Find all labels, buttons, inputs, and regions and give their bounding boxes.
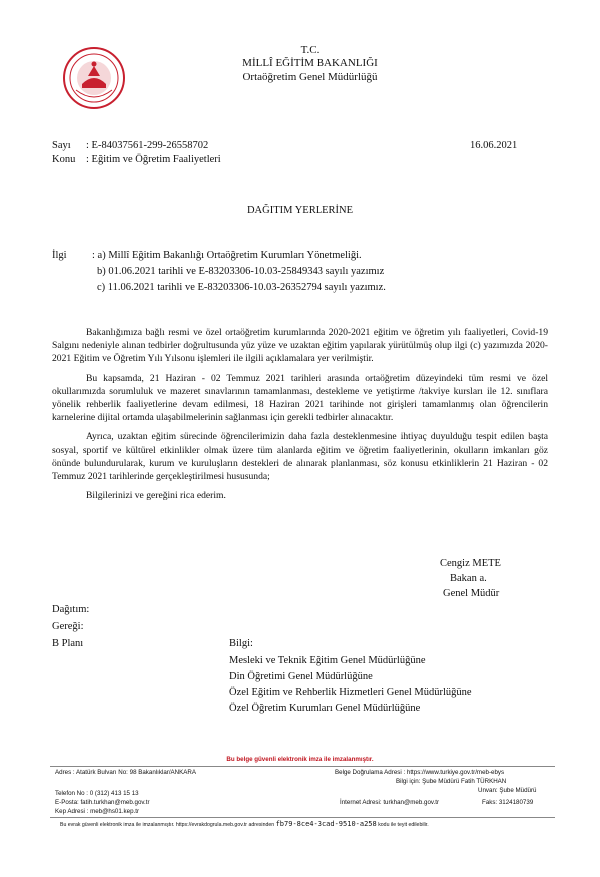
- footer-contact-title: Unvan: Şube Müdürü: [478, 787, 537, 794]
- footer-contact-person: Bilgi için: Şube Müdürü Fatih TÜRKHAN: [396, 778, 507, 785]
- verification-code: fb79-8ce4-3cad-9510-a258: [275, 820, 377, 828]
- header-ministry: MİLLÎ EĞİTİM BAKANLIĞI: [242, 57, 378, 69]
- letter-body: [52, 326, 548, 508]
- bilgi-item: Özel Öğretim Kurumları Genel Müdürlüğüne: [229, 703, 421, 714]
- plan-label: B Planı: [52, 638, 84, 649]
- footer-phone: Telefon No : 0 (312) 413 15 13: [55, 790, 139, 797]
- footer-verification-address[interactable]: Belge Doğrulama Adresi : https://www.turkiye.gov.tr/meb-ebys: [335, 769, 505, 776]
- signatory-name: Cengiz METE: [440, 558, 501, 569]
- footer-kep[interactable]: Kep Adresi : meb@hs01.kep.tr: [55, 808, 140, 815]
- recipient-heading: DAĞITIM YERLERİNE: [246, 205, 354, 216]
- sayi-value: : E-84037561-299-26558702: [86, 140, 209, 151]
- ilgi-item-a: : a) Millî Eğitim Bakanlığı Ortaöğretim Kurumları Yönetmeliği.: [92, 250, 362, 261]
- ilgi-label: İlgi: [52, 250, 67, 261]
- geregi-label: Gereği:: [52, 621, 84, 632]
- body-paragraph-1: Bakanlığımıza bağlı resmi ve özel ortaöğretim kurumlarında 2020-2021 eğitim ve öğretim yılı faaliyetleri, Covid-19 Salgını nedeniyle alınan tedbirler doğrultusunda yüz yüze ve uzaktan eğitim yapılarak yürütülmüş olup ilgi (c) yazımızda 2020-2021 Eğitim ve Öğretim Yılı Yılsonu işlemleri ile ilgili açıklamalara yer verilmiştir.: [52, 327, 548, 365]
- body-paragraph-2: Bu kapsamda, 21 Haziran - 02 Temmuz 2021 tarihleri arasında ortaöğretim düzeyindeki tüm resmi ve özel okullarımızda sorumluluk ve mazeret sınavlarının tamamlanması, destekleme ve yetiştirme /takviye kursları ile 12. sınıflara yönelik rehberlik faaliyetlerine devam edilmesi, 18 Haziran 2021 tarihinde not girişleri tamamlanmış olan öğrencilerin karnelerine dijital ortamda ulaşabilmelerinin sağlanması için gerekli tedbirler alınacaktır.: [52, 372, 548, 424]
- footer-address: Adres : Atatürk Bulvarı No: 98 Bakanlıklar/ANKARA: [55, 769, 196, 776]
- bilgi-item: Özel Eğitim ve Rehberlik Hizmetleri Genel Müdürlüğüne: [229, 687, 472, 698]
- verification-note-end: kodu ile teyit edilebilir.: [378, 822, 429, 828]
- footer-divider: [50, 766, 555, 767]
- bilgi-item: Mesleki ve Teknik Eğitim Genel Müdürlüğüne: [229, 655, 426, 666]
- verification-note: [60, 820, 429, 828]
- footer-email[interactable]: E-Posta: fatih.turkhan@meb.gov.tr: [55, 799, 150, 806]
- konu-value: : Eğitim ve Öğretim Faaliyetleri: [86, 154, 221, 165]
- bilgi-label: Bilgi:: [229, 638, 253, 649]
- bilgi-item: Din Öğretimi Genel Müdürlüğüne: [229, 671, 373, 682]
- verification-note-text: Bu evrak güvenli elektronik imza ile imzalanmıştır. https://evrakdogrula.meb.gov.tr adresinden: [60, 822, 275, 828]
- footer-divider-bottom: [50, 817, 555, 818]
- dagitim-label: Dağıtım:: [52, 604, 90, 615]
- ilgi-item-c: c) 11.06.2021 tarihli ve E-83203306-10.03-26352794 sayılı yazımız.: [97, 282, 386, 293]
- header-tc: T.C.: [300, 44, 320, 56]
- footer-fax: Faks: 3124180739: [482, 799, 534, 806]
- header-directorate: Ortaöğretim Genel Müdürlüğü: [242, 71, 378, 83]
- signatory-title: Genel Müdür: [443, 588, 500, 599]
- sayi-label: Sayı: [52, 140, 71, 151]
- footer-internet[interactable]: İnternet Adresi: turkhan@meb.gov.tr: [340, 799, 440, 806]
- signatory-on-behalf: Bakan a.: [450, 573, 487, 584]
- body-paragraph-3: Ayrıca, uzaktan eğitim sürecinde öğrencilerimizin daha fazla desteklenmesine ihtiyaç duyulduğu tespit edilen başta sosyal, sportif ve kültürel etkinlikler olmak üzere tüm alanlarda eğitim ve öğretim faaliyetlerinin, okulların imkanları göz önünde bulundurularak, kurum ve kuruluşların destekleri de alınarak planlanması, söz konusu etkinliklerin 21 Haziran - 02 Temmuz 2021 tarihlerinde gerçekleştirilmesi hususunda;: [52, 431, 548, 483]
- konu-label: Konu: [52, 154, 76, 165]
- document-date: 16.06.2021: [470, 140, 518, 151]
- body-paragraph-closing: Bilgilerinizi ve gereğini rica ederim.: [86, 490, 226, 502]
- ilgi-item-b: b) 01.06.2021 tarihli ve E-83203306-10.03-25849343 sayılı yazımız: [97, 266, 385, 277]
- e-signature-notice: Bu belge güvenli elektronik imza ile imzalanmıştır.: [226, 756, 374, 763]
